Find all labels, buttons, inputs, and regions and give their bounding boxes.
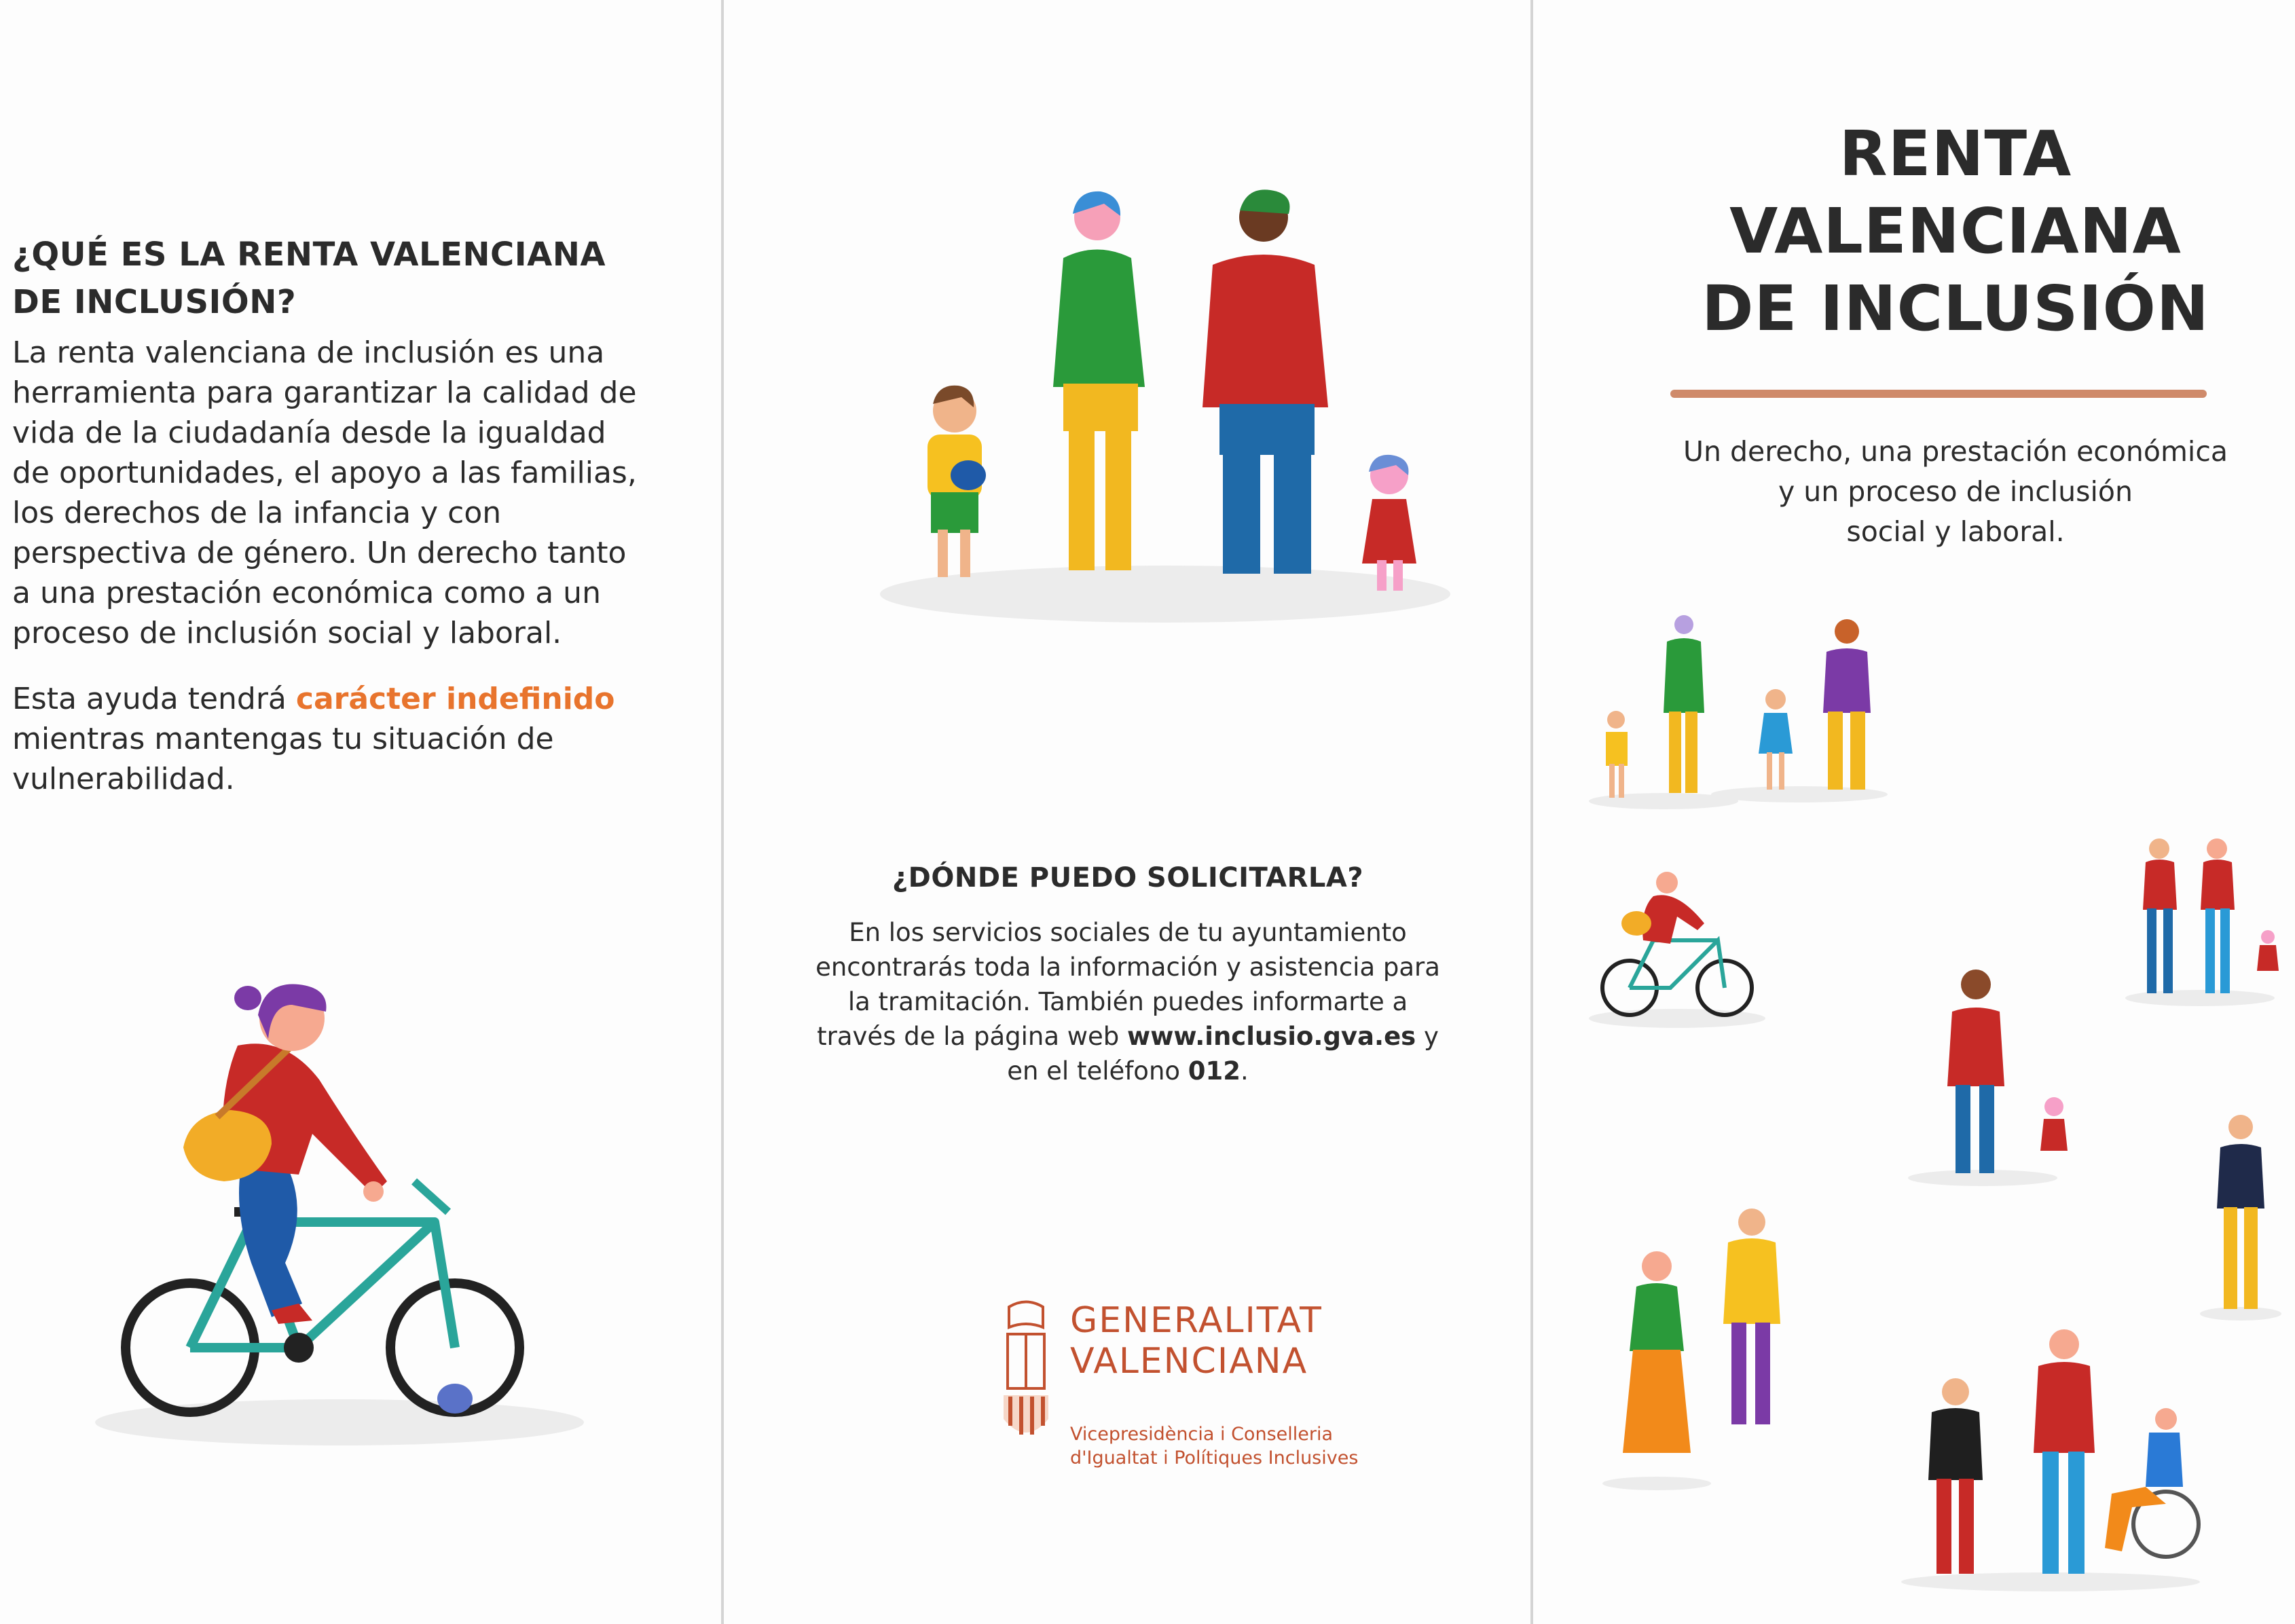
brochure-subtitle bbox=[1535, 432, 2295, 552]
right-panel bbox=[1535, 0, 2295, 1624]
section-heading-where: ¿DÓNDE PUEDO SOLICITARLA? bbox=[892, 862, 1364, 893]
where-text-pre: En los servicios sociales de tu ayuntamiento encontrarás toda la información y asistencia para la tramitación. También puedes informarte a través de la página web bbox=[815, 918, 1440, 1051]
logo-department bbox=[1070, 1422, 1358, 1470]
where-paragraph bbox=[805, 915, 1450, 1088]
title-divider bbox=[1670, 390, 2207, 398]
phone-number: 012 bbox=[1188, 1056, 1241, 1086]
where-text-mid: y en el teléfono bbox=[1007, 1022, 1439, 1086]
duration-paragraph bbox=[12, 679, 623, 799]
cyclist-illustration bbox=[95, 978, 598, 1446]
coat-of-arms-icon bbox=[995, 1300, 1057, 1443]
people-collage-illustration bbox=[1589, 611, 2288, 1595]
heading-line-2: DE INCLUSIÓN? bbox=[12, 283, 297, 321]
logo-sub-2: d'Igualtat i Polítiques Inclusives bbox=[1070, 1447, 1359, 1469]
middle-panel bbox=[724, 0, 1532, 1624]
subtitle-line-3: social y laboral. bbox=[1846, 515, 2065, 548]
generalitat-logo bbox=[955, 1300, 1376, 1477]
title-line-2: VALENCIANA bbox=[1729, 195, 2182, 267]
logo-name bbox=[1070, 1300, 1323, 1382]
title-line-1: RENTA bbox=[1839, 117, 2072, 190]
logo-line-2: VALENCIANA bbox=[1070, 1341, 1308, 1382]
brochure-title bbox=[1535, 115, 2295, 348]
subtitle-line-1: Un derecho, una prestación económica bbox=[1683, 435, 2228, 468]
logo-line-1: GENERALITAT bbox=[1070, 1300, 1323, 1341]
family-illustration bbox=[860, 183, 1471, 638]
where-text-end: . bbox=[1241, 1056, 1249, 1086]
website-link[interactable]: www.inclusio.gva.es bbox=[1127, 1022, 1416, 1051]
left-panel bbox=[0, 0, 721, 1624]
duration-highlight: carácter indefinido bbox=[295, 682, 615, 716]
title-line-3: DE INCLUSIÓN bbox=[1702, 272, 2209, 345]
section-heading-what-is bbox=[12, 231, 623, 326]
duration-text-pre: Esta ayuda tendrá bbox=[12, 682, 296, 716]
heading-line-1: ¿QUÉ ES LA RENTA VALENCIANA bbox=[12, 236, 606, 274]
description-paragraph: La renta valenciana de inclusión es una herramienta para garantizar la calidad de vida de la ciudadanía desde la igualdad de oportunidades, el apoyo a las familias, los derechos de la infancia y con perspectiva de género. Un derecho tanto a una prestación económica como a un proceso de inclusión social y laboral. bbox=[12, 335, 637, 650]
subtitle-line-2: y un proceso de inclusión bbox=[1778, 475, 2133, 508]
logo-sub-1: Vicepresidència i Conselleria bbox=[1070, 1424, 1334, 1445]
duration-text-post: mientras mantengas tu situación de vulnerabilidad. bbox=[12, 722, 554, 796]
